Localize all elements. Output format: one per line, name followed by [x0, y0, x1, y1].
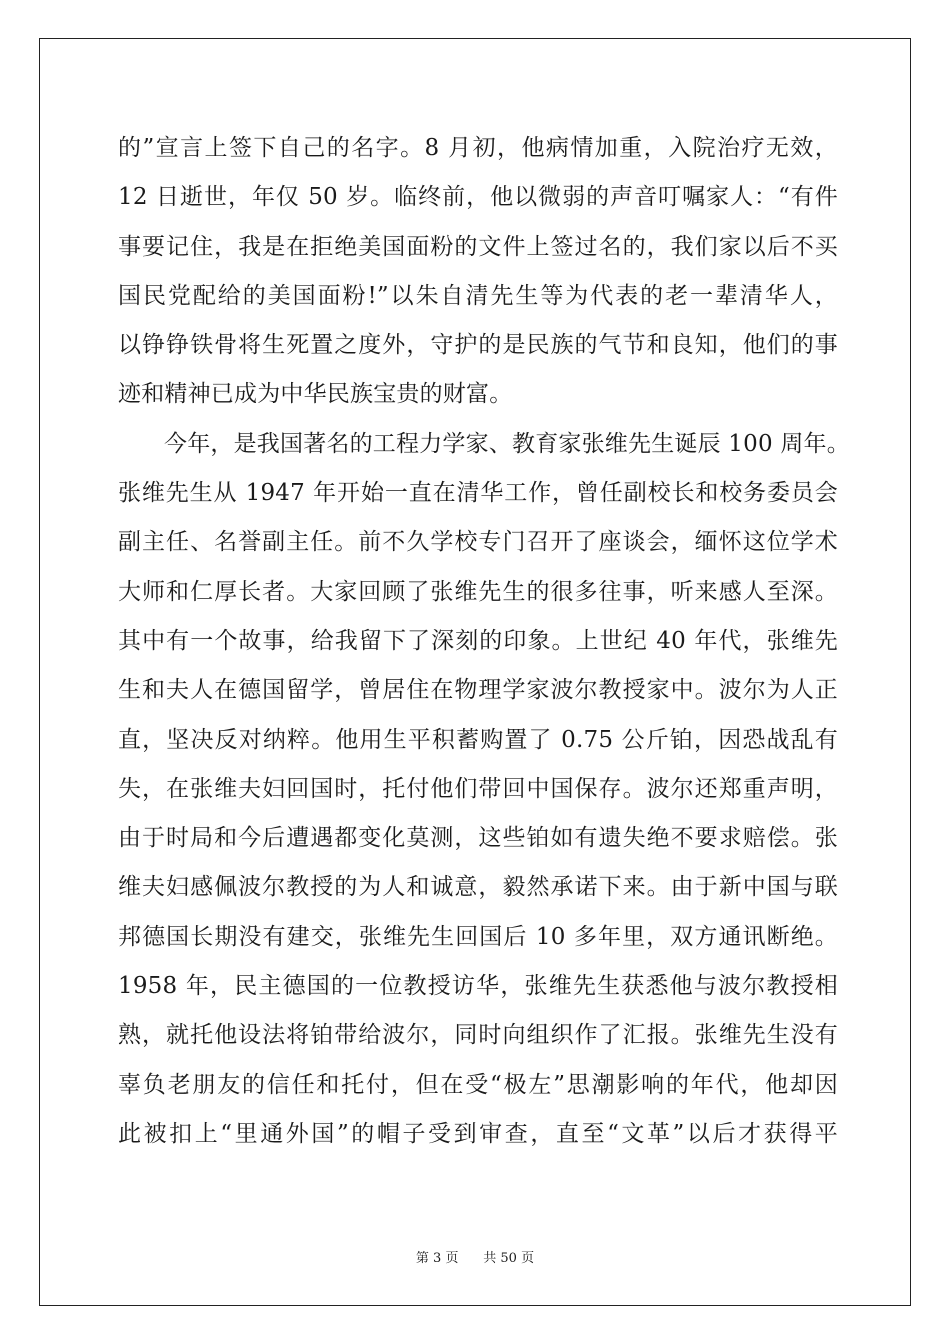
text-line: 大师和仁厚长者。大家回顾了张维先生的很多往事，听来感人至深。 [118, 578, 838, 605]
footer-gap [463, 1251, 480, 1266]
text-line: 邦德国长期没有建交，张维先生回国后 10 多年里，双方通讯断绝。 [118, 923, 838, 950]
text-line: 副主任、名誉副主任。前不久学校专门召开了座谈会，缅怀这位学术 [118, 529, 838, 556]
text-line: 熟，就托他设法将铂带给波尔，同时向组织作了汇报。张维先生没有 [118, 1022, 838, 1049]
page-total: 共 50 页 [483, 1251, 535, 1266]
paragraph-start-line: 今年，是我国著名的工程力学家、教育家张维先生诞辰 100 周年。 [164, 430, 850, 457]
text-line: 以铮铮铁骨将生死置之度外，守护的是民族的气节和良知，他们的事 [118, 332, 838, 359]
page-footer [0, 1247, 950, 1266]
text-line: 张维先生从 1947 年开始一直在清华工作，曾任副校长和校务委员会 [118, 480, 838, 507]
page-number: 第 3 页 [415, 1251, 459, 1266]
text-line: 此被扣上“里通外国”的帽子受到审查，直至“文革”以后才获得平 [118, 1120, 838, 1147]
text-line: 失，在张维夫妇回国时，托付他们带回中国保存。波尔还郑重声明， [118, 775, 838, 802]
text-line: 的”宣言上签下自己的名字。8 月初，他病情加重，入院治疗无效， [118, 135, 838, 161]
text-line: 生和夫人在德国留学，曾居住在物理学家波尔教授家中。波尔为人正 [118, 677, 838, 704]
text-line: 辜负老朋友的信任和托付，但在受“极左”思潮影响的年代，他却因 [118, 1071, 838, 1098]
text-line: 迹和精神已成为中华民族宝贵的财富。 [118, 381, 513, 408]
text-line: 由于时局和今后遭遇都变化莫测，这些铂如有遗失绝不要求赔偿。张 [118, 825, 838, 852]
text-line: 国民党配给的美国面粉!”以朱自清先生等为代表的老一辈清华人， [118, 282, 838, 309]
text-line: 维夫妇感佩波尔教授的为人和诚意，毅然承诺下来。由于新中国与联 [118, 874, 838, 901]
text-line: 事要记住，我是在拒绝美国面粉的文件上签过名的，我们家以后不买 [118, 233, 838, 260]
text-line: 直，坚决反对纳粹。他用生平积蓄购置了 0.75 公斤铂，因恐战乱有 [118, 726, 838, 753]
text-line: 12 日逝世，年仅 50 岁。临终前，他以微弱的声音叮嘱家人：“有件 [118, 184, 838, 211]
text-line: 其中有一个故事，给我留下了深刻的印象。上世纪 40 年代，张维先 [118, 627, 838, 654]
text-line: 1958 年，民主德国的一位教授访华，张维先生获悉他与波尔教授相 [118, 973, 838, 1000]
body-text [118, 124, 850, 1159]
